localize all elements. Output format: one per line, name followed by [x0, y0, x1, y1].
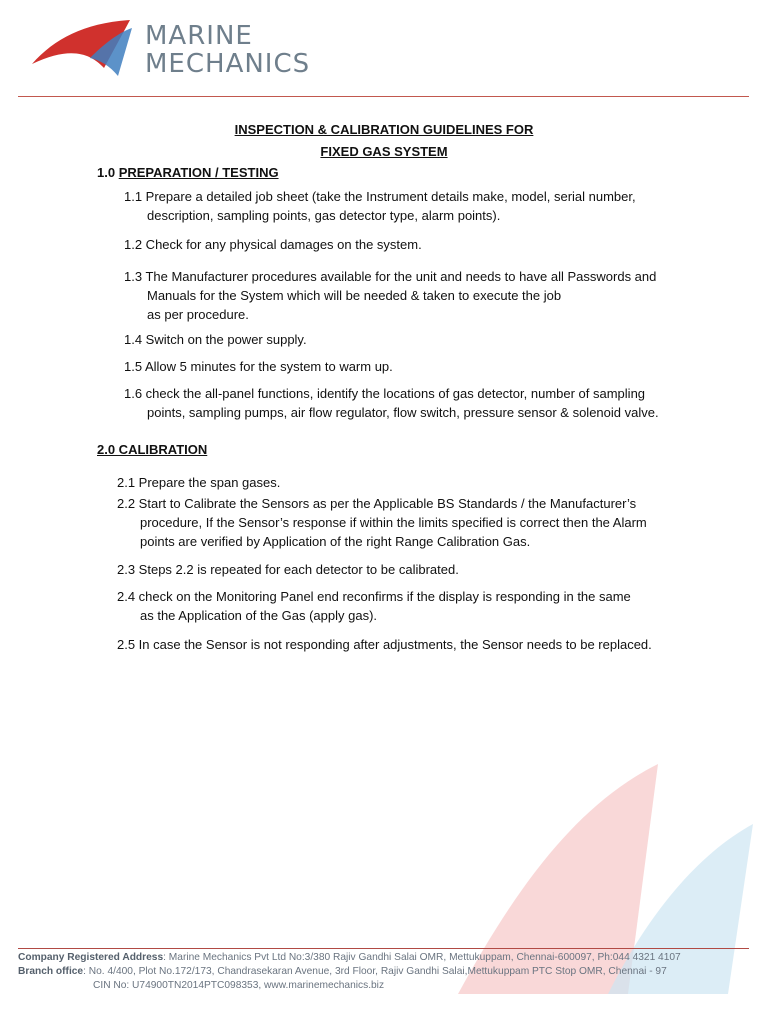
list-item: 1.5 Allow 5 minutes for the system to warm up.: [124, 359, 393, 374]
list-item: 2.3 Steps 2.2 is repeated for each detector to be calibrated.: [117, 562, 459, 577]
brand-line-2: MECHANICS: [145, 49, 311, 79]
section-number: 1.0: [97, 165, 116, 180]
brand-name: [145, 22, 310, 78]
list-item: 1.1 Prepare a detailed job sheet (take the Instrument details make, model, serial number, description, sampling points, gas detector type, alarm points).: [124, 189, 636, 223]
list-item: 2.5 In case the Sensor is not responding after adjustments, the Sensor needs to be replaced.: [117, 637, 652, 652]
section-heading-preparation: [97, 165, 279, 180]
doc-title-line-1: INSPECTION & CALIBRATION GUIDELINES FOR: [234, 122, 534, 137]
brand-line-1: MARINE: [145, 21, 253, 51]
doc-title-line-2: FIXED GAS SYSTEM: [320, 144, 448, 159]
section-title: 2.0 CALIBRATION: [97, 442, 208, 457]
list-item: 2.4 check on the Monitoring Panel end reconfirms if the display is responding in the same as the Application of the Gas (apply gas).: [117, 589, 631, 623]
registered-address: Company Registered Address: Marine Mechanics Pvt Ltd No:3/380 Rajiv Gandhi Salai OMR, Mettukuppam, Chennai-600097, Ph:044 4321 4107: [18, 952, 681, 963]
cin-and-website: CIN No: U74900TN2014PTC098353, www.marinemechanics.biz: [93, 980, 385, 991]
list-item: 1.3 The Manufacturer procedures available for the unit and needs to have all Passwords and Manuals for the System which will be needed & taken to execute the job as per procedure.: [124, 269, 657, 322]
section-heading-calibration: [97, 442, 207, 457]
list-item: 1.2 Check for any physical damages on the system.: [124, 237, 422, 252]
footer-divider: [18, 948, 749, 949]
footer: [18, 951, 753, 993]
list-item: 2.1 Prepare the span gases.: [117, 475, 281, 490]
company-logo-icon: [30, 18, 140, 78]
section-title: PREPARATION / TESTING: [118, 165, 279, 180]
list-item: 1.4 Switch on the power supply.: [124, 332, 307, 347]
list-item: 2.2 Start to Calibrate the Sensors as per the Applicable BS Standards / the Manufacturer’s procedure, If the Sensor’s response if within the limits specified is correct then the Alarm points are verified by Application of the right Range Calibration Gas.: [117, 496, 647, 549]
branch-address: Branch office: No. 4/400, Plot No.172/173, Chandrasekaran Avenue, 3rd Floor, Rajiv Gandhi Salai,Mettukuppam PTC Stop OMR, Chennai - 97: [18, 966, 667, 977]
header-divider: [18, 96, 749, 97]
list-item: 1.6 check the all-panel functions, identify the locations of gas detector, number of sampling points, sampling pumps, air flow regulator, flow switch, pressure sensor & solenoid valve.: [124, 386, 659, 420]
